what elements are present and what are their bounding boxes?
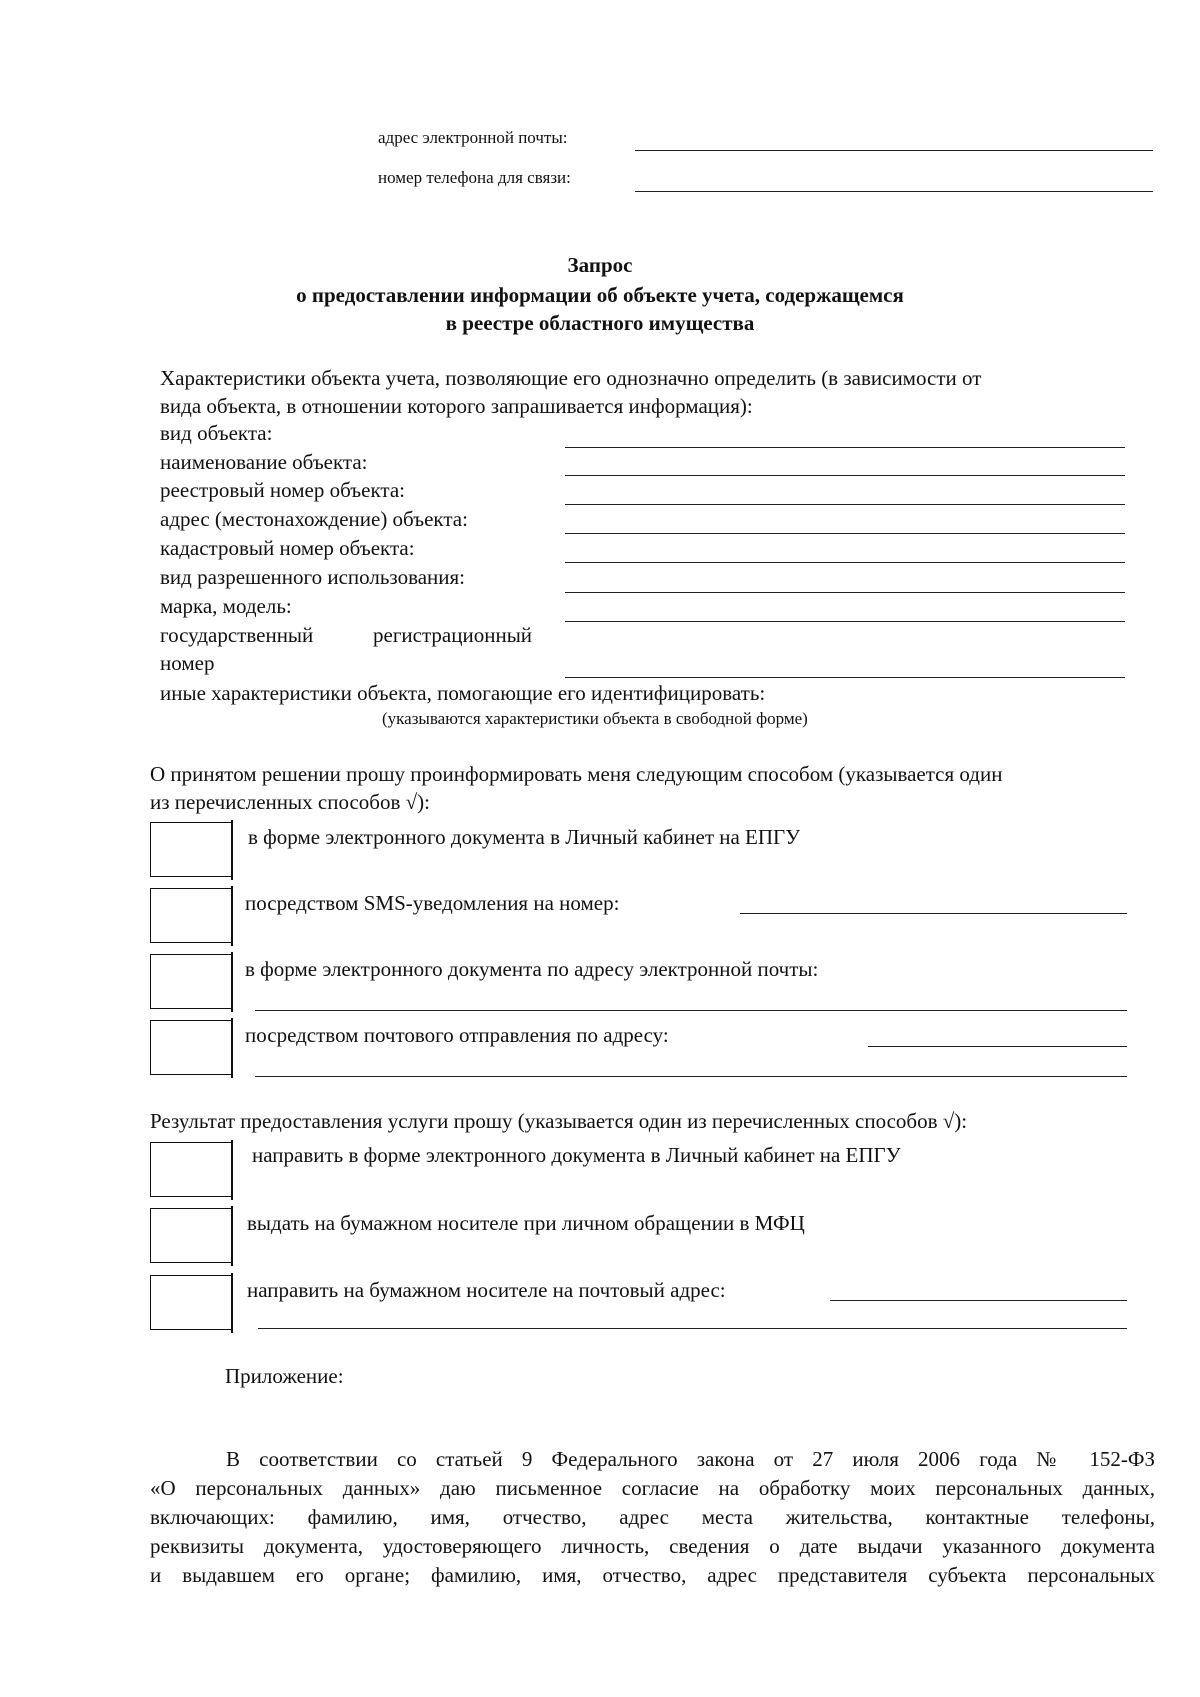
result-option-mfc: выдать на бумажном носителе при личном обращении в МФЦ — [247, 1211, 805, 1235]
field-label-name: наименование объекта: — [160, 450, 368, 474]
result-post-address-field-2[interactable] — [258, 1328, 1127, 1329]
field-note-other: (указываются характеристики объекта в свободной форме) — [382, 709, 808, 728]
result-post-address-field[interactable] — [830, 1300, 1127, 1301]
field-input-type[interactable] — [565, 447, 1125, 448]
field-label-reg-word1: государственный — [160, 623, 314, 647]
field-label-permitted-use: вид разрешенного использования: — [160, 565, 466, 589]
result-option-post: направить на бумажном носителе на почтовый адрес: — [247, 1278, 726, 1302]
notify-checkbox-post[interactable] — [150, 1020, 232, 1075]
result-checkbox-post[interactable] — [150, 1275, 232, 1330]
consent-line-2: «О персональных данных» даю письменное согласие на обработку моих персональных данных, — [150, 1476, 1155, 1500]
field-input-cadastral-number[interactable] — [565, 562, 1125, 563]
notify-post-address-field-2[interactable] — [255, 1076, 1127, 1077]
notify-option-post: посредством почтового отправления по адресу: — [245, 1023, 669, 1047]
notify-checkbox-email[interactable] — [150, 954, 232, 1009]
notify-intro-2: из перечисленных способов √): — [150, 790, 431, 814]
phone-field[interactable] — [635, 191, 1153, 192]
notify-checkbox-sms[interactable] — [150, 888, 232, 943]
result-option-epgu: направить в форме электронного документа в Личный кабинет на ЕПГУ — [252, 1143, 901, 1167]
notify-intro: О принятом решении прошу проинформировать меня следующим способом (указывается один — [150, 762, 1003, 786]
field-label-reg-word2: регистрационный — [373, 623, 533, 647]
field-label-registry-number: реестровый номер объекта: — [160, 478, 405, 502]
result-checkbox-mfc[interactable] — [150, 1208, 232, 1263]
notify-option-email: в форме электронного документа по адресу электронной почты: — [245, 957, 819, 981]
field-label-other: иные характеристики объекта, помогающие его идентифицировать: — [160, 681, 766, 705]
attachment-label: Приложение: — [225, 1364, 344, 1388]
result-checkbox-epgu[interactable] — [150, 1142, 232, 1197]
notify-email-field[interactable] — [255, 1010, 1127, 1011]
notify-option-epgu: в форме электронного документа в Личный кабинет на ЕПГУ — [248, 825, 801, 849]
notify-option-sms: посредством SMS-уведомления на номер: — [245, 891, 620, 915]
page-subtitle-line1: о предоставлении информации об объекте учета, содержащемся — [296, 283, 904, 307]
characteristics-intro: Характеристики объекта учета, позволяющие его однозначно определить (в зависимости от — [160, 366, 982, 390]
field-input-reg-number[interactable] — [565, 677, 1125, 678]
page-title: Запрос — [567, 253, 633, 277]
page-subtitle-line2: в реестре областного имущества — [445, 311, 755, 335]
field-input-make-model[interactable] — [565, 621, 1125, 622]
result-intro: Результат предоставления услуги прошу (указывается один из перечисленных способов √): — [150, 1109, 968, 1133]
field-label-address: адрес (местонахождение) объекта: — [160, 507, 468, 531]
field-input-registry-number[interactable] — [565, 504, 1125, 505]
characteristics-intro-2: вида объекта, в отношении которого запрашивается информация): — [160, 394, 753, 418]
notify-post-address-field[interactable] — [868, 1046, 1127, 1047]
field-input-address[interactable] — [565, 533, 1125, 534]
phone-label: номер телефона для связи: — [378, 168, 571, 187]
consent-line-5: и выдавшем его органе; фамилию, имя, отчество, адрес представителя субъекта персональных — [150, 1563, 1155, 1587]
field-input-permitted-use[interactable] — [565, 592, 1125, 593]
consent-line-3: включающих: фамилию, имя, отчество, адрес места жительства, контактные телефоны, — [150, 1505, 1155, 1529]
field-label-type: вид объекта: — [160, 421, 273, 445]
consent-line-1: В соответствии со статьей 9 Федерального закона от 27 июля 2006 года № 152-ФЗ — [226, 1447, 1155, 1471]
field-label-make-model: марка, модель: — [160, 594, 292, 618]
email-field[interactable] — [635, 150, 1153, 151]
field-label-reg-word3: номер — [160, 651, 215, 675]
notify-sms-number-field[interactable] — [740, 913, 1127, 914]
field-input-name[interactable] — [565, 475, 1125, 476]
notify-checkbox-epgu[interactable] — [150, 822, 232, 877]
email-label: адрес электронной почты: — [378, 128, 568, 147]
consent-line-4: реквизиты документа, удостоверяющего личность, сведения о дате выдачи указанного документа — [150, 1534, 1155, 1558]
field-label-cadastral-number: кадастровый номер объекта: — [160, 536, 415, 560]
